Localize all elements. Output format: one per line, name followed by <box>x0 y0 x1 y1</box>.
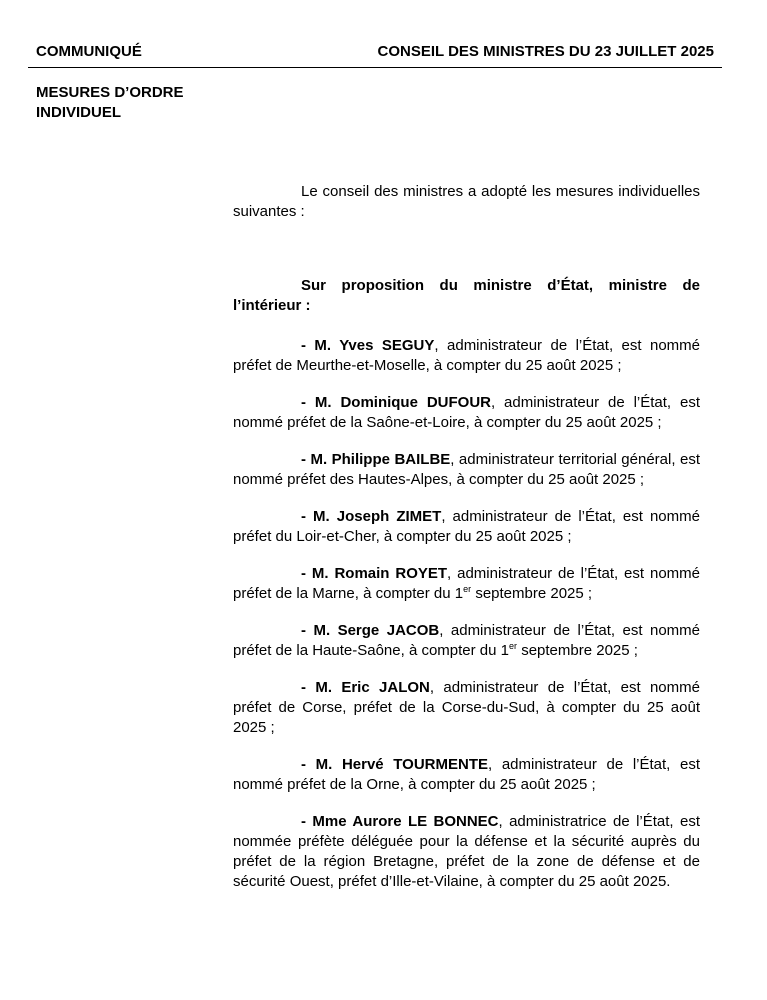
measure-name: - M. Eric JALON <box>301 679 430 696</box>
measure-name: - M. Serge JACOB <box>301 622 440 639</box>
measure-item <box>233 755 700 795</box>
measure-name: - M. Hervé TOURMENTE <box>301 756 489 773</box>
measure-name: - M. Dominique DUFOUR <box>301 394 491 411</box>
measure-name: - M. Joseph ZIMET <box>301 508 442 525</box>
measure-text: , administrateur de l’État, est nommé préfet de la Haute-Saône, à compter du 1 <box>233 622 700 659</box>
measure-item <box>233 621 700 661</box>
measure-item <box>233 336 700 376</box>
measure-item <box>233 507 700 547</box>
intro-paragraph: Le conseil des ministres a adopté les mesures individuelles suivantes : <box>233 183 700 220</box>
measure-text: , administrateur de l’État, est nommé préfet de la Orne, à compter du 25 août 2025 ; <box>233 756 700 793</box>
measure-item <box>233 564 700 604</box>
section-label-line2: INDIVIDUEL <box>36 104 122 121</box>
measure-name: - M. Yves SEGUY <box>301 337 435 354</box>
measure-text: , administrateur territorial général, est nommé préfet des Hautes-Alpes, à compter du 25 août 2025 ; <box>233 451 700 488</box>
measure-item <box>233 450 700 490</box>
measure-text: , administrateur de l’État, est nommé préfet de la Marne, à compter du 1 <box>233 565 700 602</box>
measure-text: , administrateur de l’État, est nommé préfet de Meurthe-et-Moselle, à compter du 25 août 2025 ; <box>233 337 700 374</box>
measure-item <box>233 393 700 433</box>
ordinal-superscript: er <box>509 641 518 651</box>
measure-text: , administrateur de l’État, est nommé préfet de la Saône-et-Loire, à compter du 25 août 2025 ; <box>233 394 700 431</box>
measure-name: - M. Philippe BAILBE <box>301 451 451 468</box>
ordinal-superscript: er <box>463 584 472 594</box>
measures-list <box>233 336 700 909</box>
header-communique: COMMUNIQUÉ <box>36 43 142 60</box>
measure-text-end: septembre 2025 ; <box>471 585 593 602</box>
measure-item <box>233 812 700 892</box>
measure-text: , administrateur de l’État, est nommé préfet de Corse, préfet de la Corse-du-Sud, à compter du 25 août 2025 ; <box>233 679 700 736</box>
measure-text-end: septembre 2025 ; <box>517 642 638 659</box>
section-label <box>36 83 226 123</box>
header-council-date: CONSEIL DES MINISTRES DU 23 JUILLET 2025 <box>377 43 714 60</box>
header-divider <box>28 67 722 68</box>
measure-name: - Mme Aurore LE BONNEC <box>301 813 499 830</box>
measure-name: - M. Romain ROYET <box>301 565 448 582</box>
proposal-heading: Sur proposition du ministre d’État, ministre de l’intérieur : <box>233 277 700 314</box>
measure-item <box>233 678 700 738</box>
measure-text: , administrateur de l’État, est nommé préfet du Loir-et-Cher, à compter du 25 août 2025 ; <box>233 508 700 545</box>
measure-text: , administratrice de l’État, est nommée préfète déléguée pour la défense et la sécurité auprès du préfet de la région Bretagne, préfet de la zone de défense et de sécurité Ouest, préfet d’Ille-et-Vilaine, à compter du 25 août 2025. <box>233 813 700 890</box>
section-label-line1: MESURES D’ORDRE <box>36 84 184 101</box>
